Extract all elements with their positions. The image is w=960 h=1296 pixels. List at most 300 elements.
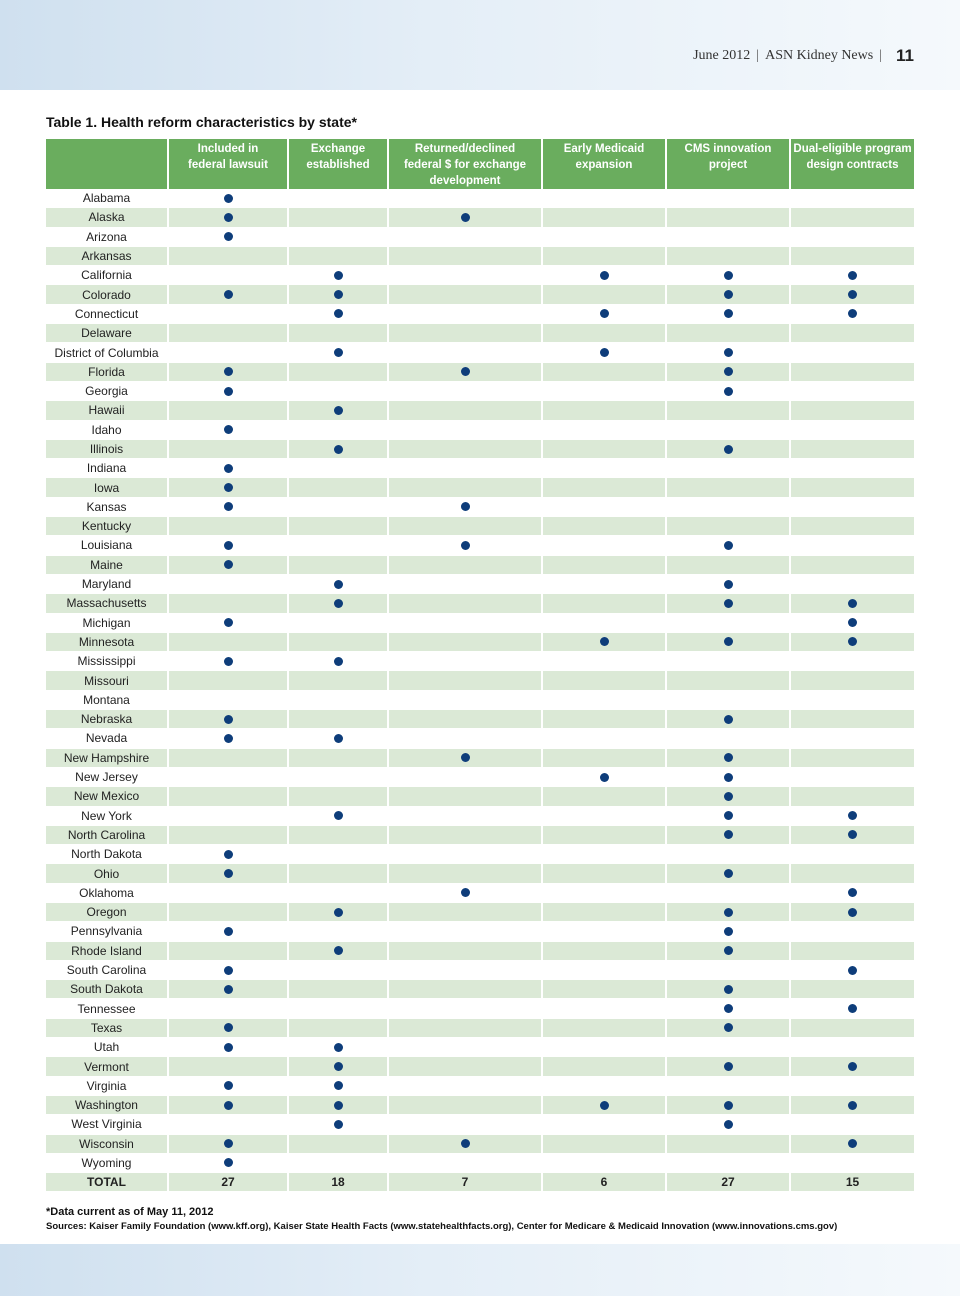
- bullet-icon: [224, 850, 233, 859]
- column-header: Returned/declined federal $ for exchange development: [389, 139, 543, 189]
- table-cell: [667, 1057, 791, 1076]
- table-cell: [389, 1057, 543, 1076]
- table-row: [46, 324, 914, 343]
- bullet-icon: [724, 541, 733, 550]
- bullet-icon: [724, 1004, 733, 1013]
- table-cell: [543, 729, 667, 748]
- bullet-icon: [224, 367, 233, 376]
- table-cell: [667, 498, 791, 517]
- table-cell: [791, 922, 914, 941]
- table-cell: [169, 1057, 289, 1076]
- table-cell: [543, 768, 667, 787]
- table-cell: [791, 671, 914, 690]
- bullet-icon: [600, 348, 609, 357]
- bullet-icon: [600, 637, 609, 646]
- bullet-icon: [224, 1158, 233, 1167]
- table-cell: [543, 1115, 667, 1134]
- bullet-icon: [724, 715, 733, 724]
- table-row: [46, 980, 914, 999]
- table-cell: [169, 1038, 289, 1057]
- bullet-icon: [724, 348, 733, 357]
- table-cell: [791, 652, 914, 671]
- table-cell: [543, 961, 667, 980]
- table-cell: [543, 1019, 667, 1038]
- table-cell: [169, 749, 289, 768]
- table-row: [46, 266, 914, 285]
- table-cell: [389, 942, 543, 961]
- state-name: Illinois: [46, 440, 169, 459]
- table-cell: [289, 1057, 389, 1076]
- table-cell: [389, 498, 543, 517]
- table-cell: [389, 768, 543, 787]
- table-cell: [169, 1077, 289, 1096]
- bullet-icon: [224, 464, 233, 473]
- table-cell: [791, 575, 914, 594]
- table-cell: [389, 1135, 543, 1154]
- table-cell: [791, 247, 914, 266]
- table-cell: [389, 228, 543, 247]
- bullet-icon: [224, 425, 233, 434]
- state-name: Kentucky: [46, 517, 169, 536]
- table-cell: [389, 575, 543, 594]
- table-cell: [543, 826, 667, 845]
- table-cell: [667, 633, 791, 652]
- bullet-icon: [224, 541, 233, 550]
- table-cell: [543, 228, 667, 247]
- table-cell: [289, 1019, 389, 1038]
- table-cell: [667, 614, 791, 633]
- bullet-icon: [334, 599, 343, 608]
- table-cell: [791, 1057, 914, 1076]
- table-row: [46, 285, 914, 304]
- bullet-icon: [724, 580, 733, 589]
- bullet-icon: [334, 1081, 343, 1090]
- table-cell: [667, 266, 791, 285]
- table-cell: [667, 845, 791, 864]
- table-cell: [791, 382, 914, 401]
- bullet-icon: [724, 869, 733, 878]
- table-cell: [791, 459, 914, 478]
- table-cell: [791, 1038, 914, 1057]
- table-cell: [667, 807, 791, 826]
- table-cell: [791, 633, 914, 652]
- table-cell: [543, 942, 667, 961]
- state-name: North Dakota: [46, 845, 169, 864]
- bullet-icon: [461, 367, 470, 376]
- bullet-icon: [461, 1139, 470, 1148]
- table-cell: [169, 999, 289, 1018]
- table-cell: [289, 266, 389, 285]
- bullet-icon: [224, 213, 233, 222]
- table-cell: [289, 671, 389, 690]
- state-name: Florida: [46, 363, 169, 382]
- table-cell: [389, 729, 543, 748]
- state-name: Oklahoma: [46, 884, 169, 903]
- table-cell: [169, 266, 289, 285]
- table-cell: [543, 189, 667, 208]
- table-cell: [169, 1115, 289, 1134]
- table-row: [46, 999, 914, 1018]
- table-cell: [389, 633, 543, 652]
- bullet-icon: [224, 1043, 233, 1052]
- footnote: *Data current as of May 11, 2012: [46, 1206, 214, 1218]
- table-cell: [169, 1019, 289, 1038]
- table-cell: [389, 440, 543, 459]
- table-cell: [289, 305, 389, 324]
- table-cell: [791, 729, 914, 748]
- table-cell: [389, 285, 543, 304]
- table-cell: [389, 421, 543, 440]
- table-cell: [791, 710, 914, 729]
- bullet-icon: [224, 985, 233, 994]
- table-body: [46, 189, 914, 1192]
- table-cell: [791, 1096, 914, 1115]
- bullet-icon: [848, 1139, 857, 1148]
- table-cell: [289, 1077, 389, 1096]
- state-name: West Virginia: [46, 1115, 169, 1134]
- table-cell: [389, 961, 543, 980]
- table-row: [46, 556, 914, 575]
- table-cell: [667, 1135, 791, 1154]
- table-row: [46, 440, 914, 459]
- table-row: [46, 884, 914, 903]
- bullet-icon: [461, 541, 470, 550]
- bullet-icon: [724, 927, 733, 936]
- table-cell: [169, 729, 289, 748]
- state-name: South Dakota: [46, 980, 169, 999]
- table-cell: [289, 440, 389, 459]
- table-cell: [289, 478, 389, 497]
- table-cell: [791, 401, 914, 420]
- table-cell: [791, 1154, 914, 1173]
- table-cell: [791, 343, 914, 362]
- bullet-icon: [600, 1101, 609, 1110]
- table-row: [46, 594, 914, 613]
- table-cell: [791, 826, 914, 845]
- table-cell: [667, 826, 791, 845]
- table-cell: [667, 1038, 791, 1057]
- bullet-icon: [224, 927, 233, 936]
- table-cell: [389, 826, 543, 845]
- table-row: [46, 536, 914, 555]
- state-name: Georgia: [46, 382, 169, 401]
- table-cell: [169, 459, 289, 478]
- table-cell: [791, 942, 914, 961]
- table-cell: [289, 459, 389, 478]
- table-cell: [169, 961, 289, 980]
- state-name: Delaware: [46, 324, 169, 343]
- table-cell: [543, 845, 667, 864]
- table-cell: [791, 999, 914, 1018]
- state-name: Michigan: [46, 614, 169, 633]
- table-cell: [169, 710, 289, 729]
- bullet-icon: [224, 560, 233, 569]
- bullet-icon: [600, 271, 609, 280]
- table-row: [46, 363, 914, 382]
- table-cell: [389, 1038, 543, 1057]
- bullet-icon: [334, 734, 343, 743]
- table-row: [46, 826, 914, 845]
- table-cell: [791, 324, 914, 343]
- table-cell: [791, 498, 914, 517]
- table-cell: [667, 556, 791, 575]
- bullet-icon: [334, 946, 343, 955]
- table-row: [46, 961, 914, 980]
- table-cell: [791, 1077, 914, 1096]
- table-row: [46, 922, 914, 941]
- table-cell: [791, 594, 914, 613]
- table-row: [46, 633, 914, 652]
- table-cell: [289, 382, 389, 401]
- table-cell: [289, 999, 389, 1018]
- bullet-icon: [224, 715, 233, 724]
- table-cell: [543, 807, 667, 826]
- state-name: Massachusetts: [46, 594, 169, 613]
- state-name: Colorado: [46, 285, 169, 304]
- bullet-icon: [224, 1139, 233, 1148]
- table-cell: [543, 208, 667, 227]
- table-cell: [791, 903, 914, 922]
- table-cell: [169, 498, 289, 517]
- state-name: Louisiana: [46, 536, 169, 555]
- total-value: 27: [169, 1173, 289, 1192]
- table-cell: [289, 285, 389, 304]
- state-name: Ohio: [46, 864, 169, 883]
- table-cell: [289, 1038, 389, 1057]
- table-cell: [389, 478, 543, 497]
- table-cell: [667, 189, 791, 208]
- table-row: [46, 942, 914, 961]
- table-cell: [289, 633, 389, 652]
- table-cell: [389, 922, 543, 941]
- table-cell: [169, 440, 289, 459]
- table-row: [46, 691, 914, 710]
- bullet-icon: [848, 618, 857, 627]
- bullet-icon: [848, 637, 857, 646]
- state-name: Wyoming: [46, 1154, 169, 1173]
- table-row: [46, 1115, 914, 1134]
- bullet-icon: [724, 908, 733, 917]
- table-cell: [289, 594, 389, 613]
- table-cell: [667, 285, 791, 304]
- table-cell: [543, 710, 667, 729]
- table-cell: [389, 1096, 543, 1115]
- table-cell: [289, 826, 389, 845]
- state-name: Idaho: [46, 421, 169, 440]
- table-cell: [791, 536, 914, 555]
- table-row: [46, 1077, 914, 1096]
- state-name: Vermont: [46, 1057, 169, 1076]
- total-value: 15: [791, 1173, 914, 1192]
- table-cell: [169, 614, 289, 633]
- bullet-icon: [848, 1062, 857, 1071]
- state-name: Minnesota: [46, 633, 169, 652]
- bullet-icon: [724, 985, 733, 994]
- page-number: 11: [896, 46, 914, 65]
- table-cell: [667, 729, 791, 748]
- bullet-icon: [334, 406, 343, 415]
- state-name: Montana: [46, 691, 169, 710]
- table-cell: [389, 787, 543, 806]
- table-cell: [791, 845, 914, 864]
- table-cell: [169, 922, 289, 941]
- table-row: [46, 401, 914, 420]
- table-cell: [389, 999, 543, 1018]
- table-cell: [389, 382, 543, 401]
- table-cell: [791, 691, 914, 710]
- state-name: New Hampshire: [46, 749, 169, 768]
- table-cell: [289, 1115, 389, 1134]
- state-name: New York: [46, 807, 169, 826]
- table-cell: [289, 980, 389, 999]
- bullet-icon: [848, 309, 857, 318]
- table-cell: [389, 710, 543, 729]
- table-cell: [289, 864, 389, 883]
- table-cell: [543, 671, 667, 690]
- bullet-icon: [724, 753, 733, 762]
- table-cell: [667, 440, 791, 459]
- table-cell: [543, 652, 667, 671]
- table-cell: [169, 845, 289, 864]
- table-cell: [543, 1077, 667, 1096]
- table-cell: [543, 247, 667, 266]
- table-cell: [169, 1154, 289, 1173]
- table-cell: [289, 324, 389, 343]
- table-cell: [543, 517, 667, 536]
- table-cell: [791, 285, 914, 304]
- bullet-icon: [724, 946, 733, 955]
- table-cell: [667, 884, 791, 903]
- table-row: [46, 1135, 914, 1154]
- bullet-icon: [848, 1004, 857, 1013]
- bullet-icon: [724, 830, 733, 839]
- table-cell: [543, 536, 667, 555]
- table-cell: [791, 749, 914, 768]
- table-row: [46, 228, 914, 247]
- table-cell: [289, 903, 389, 922]
- table-cell: [791, 421, 914, 440]
- total-value: 7: [389, 1173, 543, 1192]
- table-cell: [389, 1077, 543, 1096]
- table-cell: [791, 980, 914, 999]
- table-cell: [791, 189, 914, 208]
- sources-note: Sources: Kaiser Family Foundation (www.kff.org), Kaiser State Health Facts (www.statehealthfacts.org), Center for Medicare & Medicaid Innovation (www.innovations.cms.gov): [46, 1221, 838, 1232]
- table-cell: [791, 961, 914, 980]
- table-cell: [543, 999, 667, 1018]
- table-cell: [169, 652, 289, 671]
- table-cell: [169, 247, 289, 266]
- table-cell: [667, 942, 791, 961]
- table-title: Table 1. Health reform characteristics by state*: [46, 114, 357, 130]
- state-name: Maine: [46, 556, 169, 575]
- state-name: Maryland: [46, 575, 169, 594]
- table-cell: [289, 421, 389, 440]
- table-cell: [389, 614, 543, 633]
- table-cell: [543, 633, 667, 652]
- table-cell: [289, 691, 389, 710]
- table-cell: [667, 401, 791, 420]
- bullet-icon: [848, 1101, 857, 1110]
- table-cell: [667, 382, 791, 401]
- table-cell: [543, 459, 667, 478]
- table-cell: [169, 671, 289, 690]
- table-row: [46, 749, 914, 768]
- table-row: [46, 845, 914, 864]
- table-cell: [289, 536, 389, 555]
- bullet-icon: [724, 599, 733, 608]
- table-cell: [169, 536, 289, 555]
- table-cell: [667, 228, 791, 247]
- table-cell: [791, 517, 914, 536]
- table-cell: [667, 1096, 791, 1115]
- table-cell: [667, 247, 791, 266]
- header-separator: |: [756, 48, 760, 63]
- table-cell: [667, 478, 791, 497]
- table-cell: [667, 768, 791, 787]
- bullet-icon: [224, 290, 233, 299]
- table-cell: [667, 343, 791, 362]
- table-cell: [289, 961, 389, 980]
- table-row: [46, 305, 914, 324]
- bullet-icon: [724, 1101, 733, 1110]
- bullet-icon: [724, 792, 733, 801]
- table-cell: [389, 845, 543, 864]
- bullet-icon: [334, 811, 343, 820]
- state-name: New Mexico: [46, 787, 169, 806]
- state-name: Iowa: [46, 478, 169, 497]
- table-cell: [667, 517, 791, 536]
- table-cell: [289, 228, 389, 247]
- table-cell: [543, 556, 667, 575]
- state-name: Washington: [46, 1096, 169, 1115]
- table-cell: [667, 652, 791, 671]
- table-cell: [169, 189, 289, 208]
- bullet-icon: [224, 1101, 233, 1110]
- bullet-icon: [848, 966, 857, 975]
- table-cell: [667, 903, 791, 922]
- table-cell: [543, 594, 667, 613]
- table-cell: [389, 189, 543, 208]
- table-cell: [169, 1135, 289, 1154]
- table-cell: [169, 421, 289, 440]
- table-row: [46, 710, 914, 729]
- total-label: TOTAL: [46, 1173, 169, 1192]
- bullet-icon: [724, 1062, 733, 1071]
- state-name: New Jersey: [46, 768, 169, 787]
- bullet-icon: [724, 1120, 733, 1129]
- bullet-icon: [848, 599, 857, 608]
- table-cell: [543, 884, 667, 903]
- state-name: Kansas: [46, 498, 169, 517]
- table-row: [46, 671, 914, 690]
- table-cell: [543, 1154, 667, 1173]
- table-cell: [543, 305, 667, 324]
- bullet-icon: [724, 773, 733, 782]
- table-cell: [169, 517, 289, 536]
- bullet-icon: [224, 483, 233, 492]
- table-cell: [389, 594, 543, 613]
- table-row: [46, 807, 914, 826]
- bullet-icon: [461, 502, 470, 511]
- table-cell: [667, 980, 791, 999]
- table-cell: [389, 1115, 543, 1134]
- bullet-icon: [224, 734, 233, 743]
- table-cell: [289, 710, 389, 729]
- state-name: South Carolina: [46, 961, 169, 980]
- state-name: Virginia: [46, 1077, 169, 1096]
- table-row: [46, 421, 914, 440]
- table-cell: [667, 671, 791, 690]
